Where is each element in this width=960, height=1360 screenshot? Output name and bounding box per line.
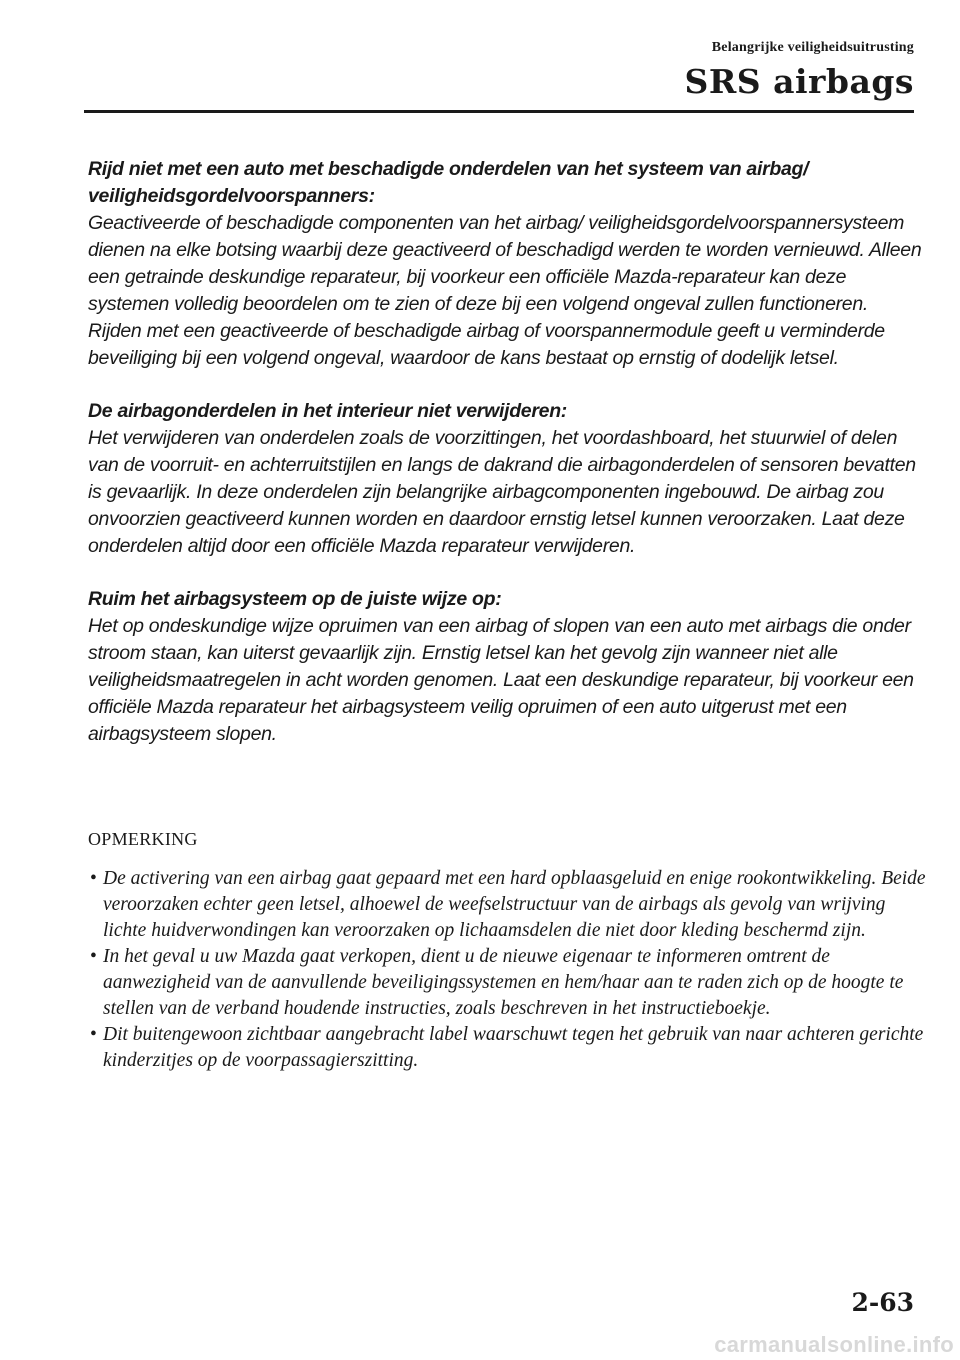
watermark: carmanualsonline.info — [714, 1332, 954, 1357]
warning-body: Geactiveerde of beschadigde componenten van het airbag/ veiligheidsgordelvoorspannersysteem dienen na elke botsing waarbij deze geactiveerd of beschadigd werden te worden vernieuwd. Alleen een getrainde deskundige reparateur, bij voorkeur een officiële Mazda-reparateur kan deze systemen volledig beoordelen om te zien of deze bij een volgend ongeval zullen functioneren. Rijden met een geactiveerde of beschadigde airbag of voorspannermodule geeft u verminderde beveiliging bij een volgend ongeval, waardoor de kans bestaat op ernstig of dodelijk letsel. — [88, 212, 922, 369]
note-list — [88, 866, 928, 1074]
note-heading: OPMERKING — [88, 829, 198, 849]
warning-title: Rijd niet met een auto met beschadigde onderdelen van het systeem van airbag/ veiligheidsgordelvoorspanners: — [88, 158, 809, 207]
warning-title: De airbagonderdelen in het interieur niet verwijderen: — [88, 400, 567, 422]
section-label: Belangrijke veiligheidsuitrusting — [711, 40, 914, 55]
bullet-icon: • — [90, 1024, 97, 1045]
bullet-icon: • — [90, 946, 97, 967]
warning-body: Het verwijderen van onderdelen zoals de voorzittingen, het voordashboard, het stuurwiel of delen van de voorruit- en achterruitstijlen en langs de dakrand die airbagonderdelen of sensoren bevatten is gevaarlijk. In deze onderdelen zijn belangrijke airbagcomponenten ingebouwd. De airbag zou onvoorzien geactiveerd kunnen worden en daardoor ernstig letsel kunnen veroorzaken. Laat deze onderdelen altijd door een officiële Mazda reparateur verwijderen. — [88, 427, 916, 557]
warning-block — [88, 586, 926, 748]
note-item — [88, 866, 928, 944]
header-divider — [84, 110, 914, 113]
page-number: 2-63 — [851, 1288, 914, 1317]
warning-body: Het op ondeskundige wijze opruimen van een airbag of slopen van een auto met airbags die onder stroom staan, kan uiterst gevaarlijk zijn. Ernstig letsel kan het gevolg zijn wanneer niet alle veiligheidsmaatregelen in acht worden genomen. Laat een deskundige reparateur, bij voorkeur een officiële Mazda reparateur het airbagsysteem veilig opruimen of een auto uitgerust met een airbagsysteem slopen. — [88, 615, 914, 745]
note-item-text: In het geval u uw Mazda gaat verkopen, dient u de nieuwe eigenaar te informeren omtrent de aanwezigheid van de aanvullende beveiligingssystemen en hem/haar aan te raden zich op de hoogte te stellen van de verband houdende instructies, zoals beschreven in het instructieboekje. — [103, 946, 904, 1019]
bullet-icon: • — [90, 868, 97, 889]
warnings-section — [88, 156, 926, 774]
note-section — [88, 826, 928, 1074]
note-item-text: Dit buitengewoon zichtbaar aangebracht label waarschuwt tegen het gebruik van naar achteren gerichte kinderzitjes op de voorpassagierszitting. — [103, 1024, 924, 1071]
note-item — [88, 944, 928, 1022]
warning-title: Ruim het airbagsysteem op de juiste wijze op: — [88, 588, 502, 610]
page-header — [685, 38, 915, 102]
chapter-title: SRS airbags — [684, 62, 914, 101]
note-item-text: De activering van een airbag gaat gepaard met een hard opblaasgeluid en enige rookontwikkeling. Beide veroorzaken echter geen letsel, alhoewel de weefselstructuur van de airbags als gevolg van wrijving lichte huidverwondingen kan veroorzaken op lichaamsdelen die niet door kleding beschermd zijn. — [103, 868, 926, 941]
warning-block — [88, 398, 926, 560]
warning-block — [88, 156, 926, 372]
note-item — [88, 1022, 928, 1074]
